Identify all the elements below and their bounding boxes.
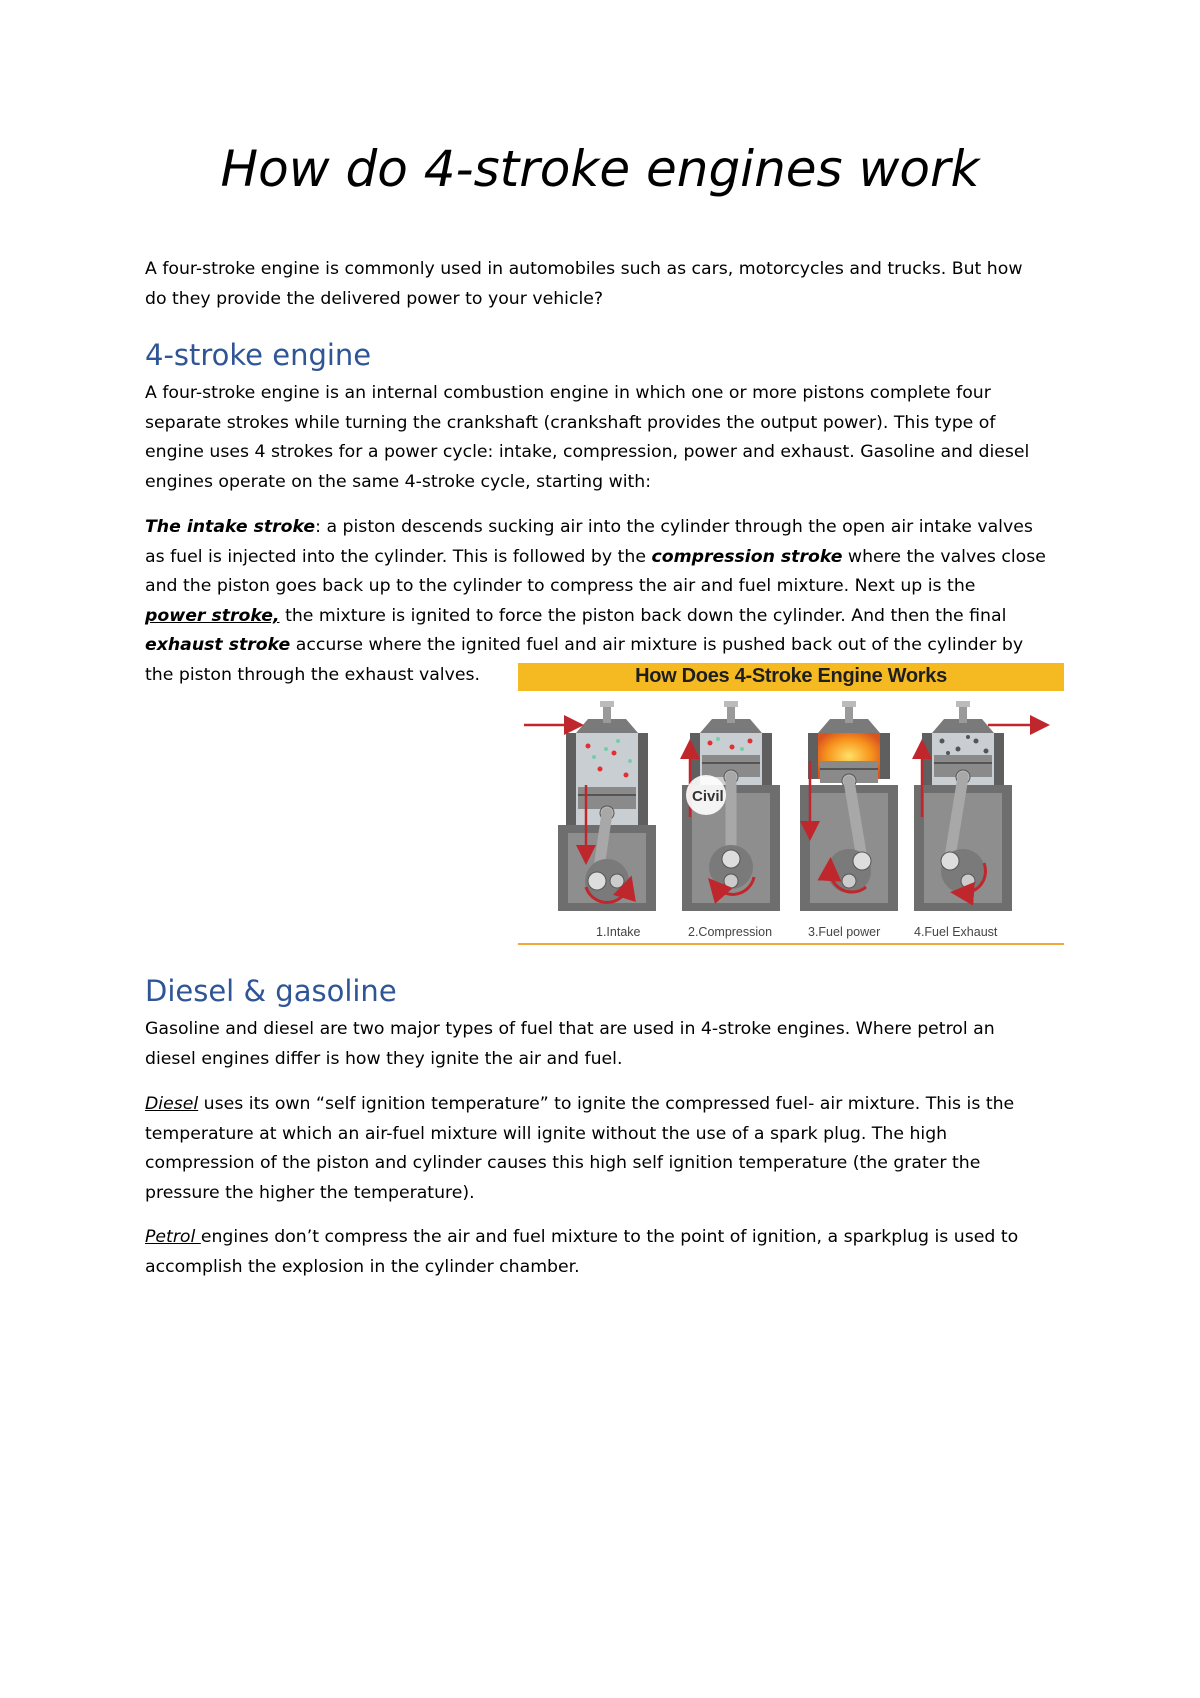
paragraph-line: A four-stroke engine is an internal combustion engine in which one or more pistons complete four xyxy=(145,383,991,403)
engine-exhaust xyxy=(914,701,1040,911)
watermark-text: Civil xyxy=(692,788,724,805)
compression-stroke-term: compression stroke xyxy=(651,546,843,567)
paragraph-line: engines operate on the same 4-stroke cycle, starting with: xyxy=(145,471,652,492)
paragraph-text: as fuel is injected into the cylinder. This is followed by the xyxy=(145,546,652,567)
diesel-term: Diesel xyxy=(145,1094,199,1114)
petrol-term: Petrol xyxy=(145,1227,201,1247)
paragraph-text: : a piston descends sucking air into the cylinder through the open air intake valves xyxy=(315,517,1033,537)
paragraph-line xyxy=(145,602,1065,632)
paragraph-text: accurse where the ignited fuel and air mixture is pushed back out of the cylinder by xyxy=(290,635,1024,655)
paragraph-text: engines don’t compress the air and fuel mixture to the point of ignition, a sparkplug is used to xyxy=(200,1227,1019,1247)
section-heading-diesel-gasoline: Diesel & gasoline xyxy=(145,974,397,1008)
paragraph-text: where the valves close xyxy=(842,546,1046,567)
paragraph-line: and the piston goes back up to the cylinder to compress the air and fuel mixture. Next up is the xyxy=(145,576,976,596)
figure-label-intake: 1.Intake xyxy=(596,925,641,939)
section1-paragraph-1 xyxy=(145,379,1065,497)
paragraph-line: compression of the piston and cylinder causes this high self ignition temperature (the grater the xyxy=(145,1153,981,1173)
power-stroke-term: power stroke, xyxy=(145,605,280,626)
paragraph-line xyxy=(145,543,1065,573)
paragraph-line xyxy=(145,513,1065,543)
figure-title: How Does 4-Stroke Engine Works xyxy=(635,665,947,687)
figure-bottom-rule xyxy=(518,943,1064,945)
engine-diagram-figure xyxy=(518,663,1064,946)
section-heading-4-stroke: 4-stroke engine xyxy=(145,338,372,372)
section2-paragraph-3 xyxy=(145,1223,1065,1282)
paragraph-line xyxy=(145,631,1065,661)
figure-label-fuel-power: 3.Fuel power xyxy=(808,925,881,939)
section2-paragraph-2 xyxy=(145,1090,1065,1208)
engine-intake xyxy=(524,701,656,911)
paragraph-text: the mixture is ignited to force the piston back down the cylinder. And then the final xyxy=(279,605,1007,626)
paragraph-line xyxy=(145,1223,1065,1253)
figure-label-fuel-exhaust: 4.Fuel Exhaust xyxy=(914,925,998,939)
paragraph-line: engine uses 4 strokes for a power cycle: intake, compression, power and exhaust. Gasoline and diesel xyxy=(145,442,1030,462)
paragraph-line: temperature at which an air-fuel mixture will ignite without the use of a spark plug. The high xyxy=(145,1123,948,1144)
intro-paragraph xyxy=(145,255,1065,314)
paragraph-line: diesel engines differ is how they ignite the air and fuel. xyxy=(145,1048,623,1069)
intake-stroke-term: The intake stroke xyxy=(145,517,316,537)
paragraph-text: uses its own “self ignition temperature” to ignite the compressed fuel- air mixture. This is the xyxy=(198,1094,1015,1114)
paragraph-line: the piston through the exhaust valves. xyxy=(145,664,480,685)
figure-label-compression: 2.Compression xyxy=(688,925,773,939)
intro-line: A four-stroke engine is commonly used in automobiles such as cars, motorcycles and trucks. But how xyxy=(145,259,1023,279)
document-title: How do 4-stroke engines work xyxy=(220,140,980,198)
engine-compression xyxy=(682,701,780,911)
paragraph-line: accomplish the explosion in the cylinder chamber. xyxy=(145,1256,580,1277)
section2-paragraph-1 xyxy=(145,1015,1065,1074)
paragraph-line: Gasoline and diesel are two major types of fuel that are used in 4-stroke engines. Where petrol an xyxy=(145,1019,995,1039)
paragraph-line: pressure the higher the temperature). xyxy=(145,1182,475,1203)
exhaust-stroke-term: exhaust stroke xyxy=(145,635,291,655)
paragraph-line xyxy=(145,1090,1065,1120)
paragraph-line: separate strokes while turning the crankshaft (crankshaft provides the output power). This type of xyxy=(145,412,996,433)
engine-power xyxy=(800,701,898,911)
engine-illustration xyxy=(518,691,1064,923)
intro-line: do they provide the delivered power to your vehicle? xyxy=(145,288,604,309)
